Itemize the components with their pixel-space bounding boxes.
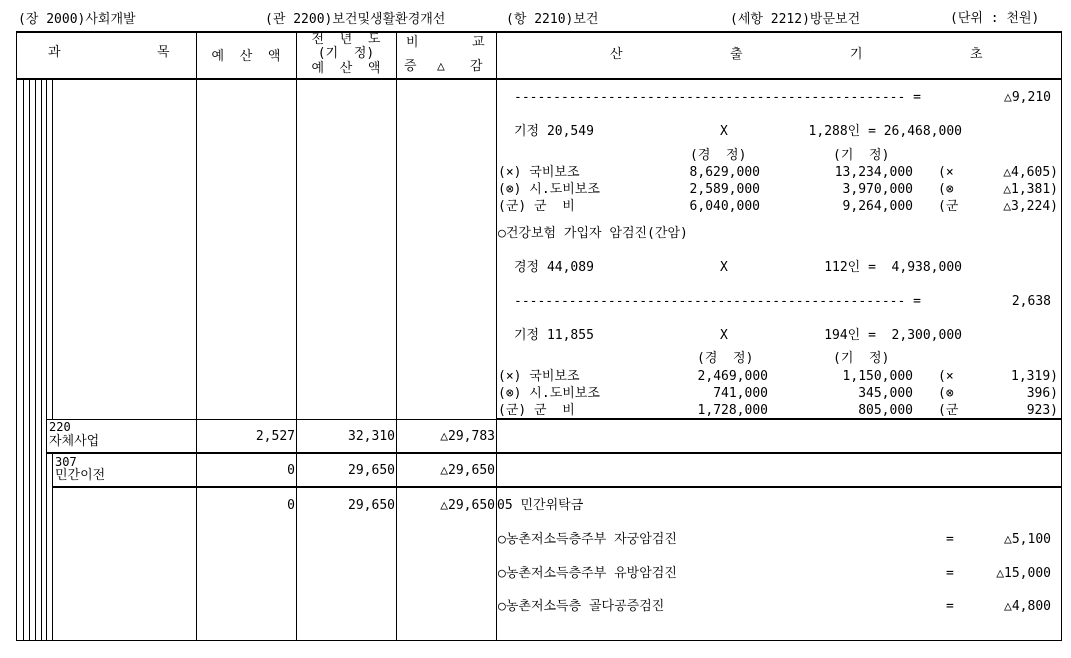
hdr-1-gi: (기 정) <box>833 148 890 163</box>
s2a-k: 2,469,000 <box>697 369 768 384</box>
row-307-budget: 0 <box>287 463 295 478</box>
s2b-m: (⊗ <box>938 386 954 401</box>
unit-label: (단위 : 천원) <box>950 11 1040 26</box>
dash-value-2: 2,638 <box>1011 294 1051 309</box>
s2c-label: (군) 군 비 <box>498 403 575 418</box>
s1a-m: (× <box>938 165 954 180</box>
s2a-m: (× <box>938 369 954 384</box>
hdr-2-kyeong: (경 정) <box>697 351 754 366</box>
sehang-label: (세항 2212)방문보건 <box>730 12 861 27</box>
gijeong-2-x: X <box>720 328 728 343</box>
gijeong-1-calc: 1,288인 = 26,468,000 <box>808 124 962 139</box>
s2c-d: 923) <box>1026 403 1058 418</box>
s2b-g: 345,000 <box>858 386 913 401</box>
col-prev-l3: 예 산 액 <box>311 61 381 76</box>
gyeong-2-label: 경정 44,089 <box>514 260 594 275</box>
s1c-label: (군) 군 비 <box>498 199 575 214</box>
dash-line-2: -------------------------------------------------- = <box>514 294 921 309</box>
s1c-d: △3,224) <box>1003 199 1058 214</box>
item-breast-value: △15,000 <box>996 566 1051 581</box>
col-cmp-l2b: △ <box>437 59 445 74</box>
row-05-budget: 0 <box>287 498 295 513</box>
s1b-k: 2,589,000 <box>689 182 760 197</box>
col-basis-1: 산 <box>610 47 623 62</box>
row-307-name: 민간이전 <box>55 468 106 483</box>
dash-line-1: -------------------------------------------------- = <box>514 90 921 105</box>
hdr-2-gi: (기 정) <box>833 351 890 366</box>
s2c-g: 805,000 <box>858 403 913 418</box>
s2b-label: (⊗) 시.도비보조 <box>498 386 600 401</box>
col-basis-2: 출 <box>730 47 743 62</box>
col-basis-4: 초 <box>970 47 983 62</box>
row-307-diff: △29,650 <box>440 463 495 478</box>
item-breast-eq: = <box>946 566 954 581</box>
gwan-label: (관 2200)보건및생활환경개선 <box>265 12 446 27</box>
section-title-liver: ○건강보험 가입자 암검진(간암) <box>498 226 688 241</box>
s1c-m: (군 <box>938 199 959 214</box>
dash-value-1: △9,210 <box>1004 90 1051 105</box>
item-osteo-label: ○농촌저소득층 골다공증검진 <box>498 599 665 614</box>
item-osteo-eq: = <box>946 599 954 614</box>
row-220-diff: △29,783 <box>440 429 495 444</box>
item-cervical-value: △5,100 <box>1004 532 1051 547</box>
item-cervical-eq: = <box>946 532 954 547</box>
gyeong-2-x: X <box>720 260 728 275</box>
s2a-g: 1,150,000 <box>842 369 913 384</box>
row-220-code: 220 <box>49 420 71 434</box>
item-osteo-value: △4,800 <box>1004 599 1051 614</box>
gijeong-1-x: X <box>720 124 728 139</box>
s1c-k: 6,040,000 <box>689 199 760 214</box>
gijeong-1-label: 기정 20,549 <box>514 124 594 139</box>
s1b-d: △1,381) <box>1003 182 1058 197</box>
col-cmp-l1a: 비 <box>406 35 419 50</box>
s1a-g: 13,234,000 <box>834 165 913 180</box>
col-cmp-l2c: 감 <box>470 59 483 74</box>
s2a-d: 1,319) <box>1011 369 1058 384</box>
s1c-g: 9,264,000 <box>842 199 913 214</box>
s1a-label: (×) 국비보조 <box>498 165 580 180</box>
row-307-code: 307 <box>55 455 77 469</box>
col-cmp-l1b: 교 <box>472 35 485 50</box>
s2c-k: 1,728,000 <box>697 403 768 418</box>
jang-label: (장 2000)사회개발 <box>18 12 136 27</box>
item-cervical-label: ○농촌저소득층주부 자궁암검진 <box>498 532 677 547</box>
col-cmp-l2a: 증 <box>404 59 417 74</box>
col-budget: 예 산 액 <box>211 49 281 64</box>
col-basis-3: 기 <box>850 47 863 62</box>
s2b-d: 396) <box>1026 386 1058 401</box>
s1b-label: (⊗) 시.도비보조 <box>498 182 600 197</box>
row-220-budget: 2,527 <box>255 429 295 444</box>
col-item-a: 과 <box>48 45 61 60</box>
row-220-name: 자체사업 <box>49 434 100 449</box>
s2b-k: 741,000 <box>713 386 768 401</box>
row-05-title: 05 민간위탁금 <box>497 498 584 513</box>
s1a-k: 8,629,000 <box>689 165 760 180</box>
s2a-label: (×) 국비보조 <box>498 369 580 384</box>
row-05-diff: △29,650 <box>440 498 495 513</box>
gijeong-2-label: 기정 11,855 <box>514 328 594 343</box>
col-item-b: 목 <box>157 45 170 60</box>
row-220-prev: 32,310 <box>348 429 395 444</box>
row-307-prev: 29,650 <box>348 463 395 478</box>
s1a-d: △4,605) <box>1003 165 1058 180</box>
gijeong-2-calc: 194인 = 2,300,000 <box>824 328 962 343</box>
row-05-prev: 29,650 <box>348 498 395 513</box>
hang-label: (항 2210)보건 <box>506 12 599 27</box>
hdr-1-kyeong: (경 정) <box>690 148 747 163</box>
gyeong-2-calc: 112인 = 4,938,000 <box>824 260 962 275</box>
item-breast-label: ○농촌저소득층주부 유방암검진 <box>498 566 677 581</box>
s1b-m: (⊗ <box>938 182 954 197</box>
s1b-g: 3,970,000 <box>842 182 913 197</box>
s2c-m: (군 <box>938 403 959 418</box>
col-prev-l2: (기 정) <box>317 46 375 61</box>
col-prev-l1: 전 년 도 <box>311 32 381 47</box>
